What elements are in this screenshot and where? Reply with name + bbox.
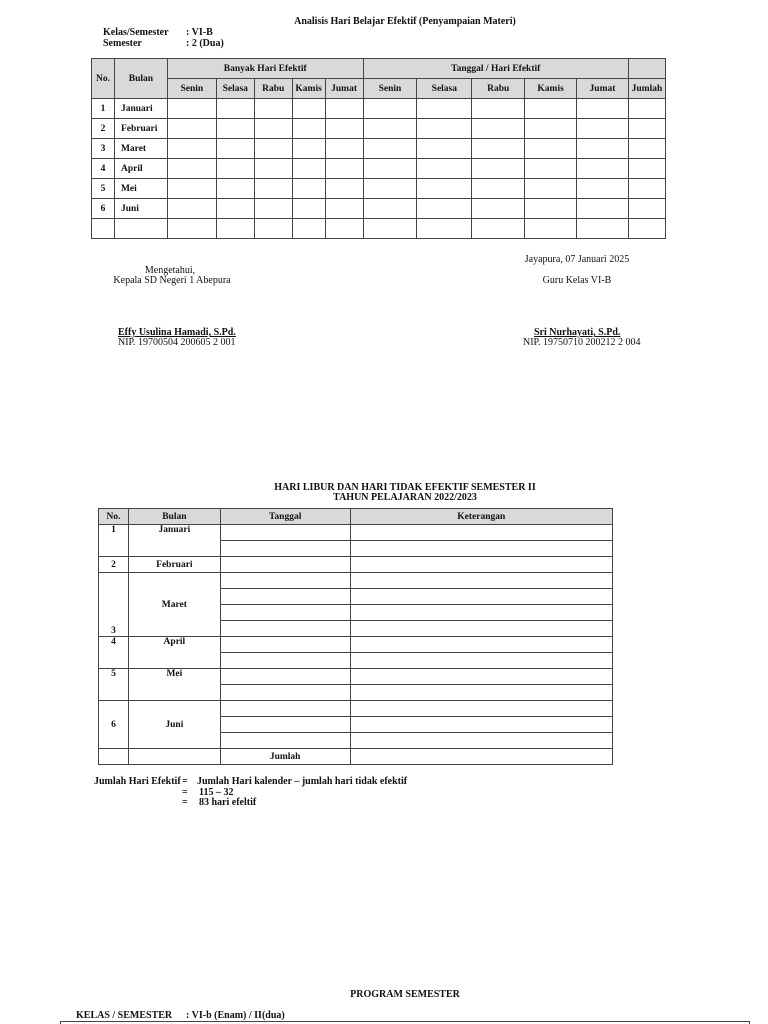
value-cell	[525, 139, 577, 159]
value-cell	[292, 139, 325, 159]
value-cell	[216, 139, 254, 159]
libur-table	[98, 508, 613, 765]
tanggal-cell	[220, 557, 350, 573]
libur-row-bulan: Februari	[128, 557, 220, 573]
day-header: Jumat	[577, 79, 629, 99]
value-cell	[325, 99, 363, 119]
libur-row-no: 2	[99, 557, 129, 573]
value-cell	[216, 159, 254, 179]
jumlah-blank-cell	[99, 749, 129, 765]
blank-header-cell	[628, 59, 665, 79]
analisis-row	[92, 119, 666, 139]
libur-col-tanggal: Tanggal	[220, 509, 350, 525]
keterangan-cell	[350, 573, 612, 589]
value-cell	[577, 139, 629, 159]
value-cell	[628, 199, 665, 219]
tanggal-cell	[220, 541, 350, 557]
libur-col-bulan: Bulan	[128, 509, 220, 525]
analisis-row	[92, 179, 666, 199]
tanggal-cell	[220, 669, 350, 685]
value-cell	[216, 179, 254, 199]
keterangan-cell	[350, 525, 612, 541]
value-cell	[525, 179, 577, 199]
value-cell	[472, 219, 525, 239]
value-cell	[472, 99, 525, 119]
row-no: 1	[92, 99, 115, 119]
value-cell	[577, 219, 629, 239]
value-cell	[525, 219, 577, 239]
row-no: 4	[92, 159, 115, 179]
col-no-header: No.	[92, 59, 115, 99]
libur-row-no: 5	[99, 669, 129, 701]
banyak-hari-efektif-header: Banyak Hari Efektif	[167, 59, 363, 79]
value-cell	[292, 99, 325, 119]
value-cell	[628, 179, 665, 199]
guru-kelas-nip: NIP. 19750710 200212 2 004	[523, 337, 641, 348]
value-cell	[292, 199, 325, 219]
value-cell	[472, 119, 525, 139]
jumlah-value-cell	[350, 749, 612, 765]
value-cell	[325, 179, 363, 199]
value-cell	[167, 179, 216, 199]
value-cell	[292, 119, 325, 139]
value-cell	[577, 199, 629, 219]
tanggal-cell	[220, 525, 350, 541]
value-cell	[216, 219, 254, 239]
day-header: Rabu	[254, 79, 292, 99]
analisis-title: Analisis Hari Belajar Efektif (Penyampaian Materi)	[294, 16, 516, 27]
value-cell	[254, 139, 292, 159]
keterangan-cell	[350, 621, 612, 637]
value-cell	[325, 119, 363, 139]
libur-col-keterangan: Keterangan	[350, 509, 612, 525]
value-cell	[292, 219, 325, 239]
place-date: Jayapura, 07 Januari 2025	[524, 254, 630, 265]
value-cell	[472, 179, 525, 199]
libur-col-no: No.	[99, 509, 129, 525]
value-cell	[254, 159, 292, 179]
row-no: 3	[92, 139, 115, 159]
keterangan-cell	[350, 669, 612, 685]
value-cell	[363, 179, 417, 199]
value-cell	[167, 99, 216, 119]
value-cell	[417, 139, 472, 159]
keterangan-cell	[350, 589, 612, 605]
keterangan-cell	[350, 685, 612, 701]
value-cell	[363, 99, 417, 119]
guru-kelas-title: Guru Kelas VI-B	[542, 275, 612, 286]
analisis-row	[92, 99, 666, 119]
analisis-row	[92, 159, 666, 179]
value-cell	[417, 179, 472, 199]
semester-value: : 2 (Dua)	[186, 38, 224, 49]
row-no: 2	[92, 119, 115, 139]
kelas-semester-label: Kelas/Semester	[103, 27, 169, 38]
value-cell	[577, 179, 629, 199]
value-cell	[628, 159, 665, 179]
day-header: Rabu	[472, 79, 525, 99]
value-cell	[525, 99, 577, 119]
tanggal-cell	[220, 653, 350, 669]
keterangan-cell	[350, 701, 612, 717]
value-cell	[363, 119, 417, 139]
libur-title-line2: TAHUN PELAJARAN 2022/2023	[333, 492, 477, 503]
value-cell	[363, 199, 417, 219]
mengetahui-label: Mengetahui,	[144, 265, 196, 276]
tanggal-cell	[220, 637, 350, 653]
libur-title-line1: HARI LIBUR DAN HARI TIDAK EFEKTIF SEMESTER II	[274, 482, 536, 493]
value-cell	[216, 119, 254, 139]
libur-row-bulan: Juni	[128, 701, 220, 749]
keterangan-cell	[350, 733, 612, 749]
col-bulan-header: Bulan	[114, 59, 167, 99]
value-cell	[167, 159, 216, 179]
tanggal-cell	[220, 605, 350, 621]
keterangan-cell	[350, 605, 612, 621]
value-cell	[577, 159, 629, 179]
formula-label: Jumlah Hari Efektif	[94, 776, 181, 787]
row-bulan: April	[114, 159, 167, 179]
kepala-sekolah-title: Kepala SD Negeri 1 Abepura	[113, 275, 231, 286]
value-cell	[417, 99, 472, 119]
col-jumlah-header: Jumlah	[628, 79, 665, 99]
formula-eq: =	[182, 776, 188, 787]
row-bulan: Mei	[114, 179, 167, 199]
row-bulan: Januari	[114, 99, 167, 119]
formula-eq: =	[182, 797, 188, 808]
formula-eq: =	[182, 787, 188, 798]
row-no	[92, 219, 115, 239]
kepala-sekolah-nip: NIP. 19700504 200605 2 001	[118, 337, 236, 348]
kelas-semester-value: : VI-B	[186, 27, 213, 38]
value-cell	[417, 199, 472, 219]
value-cell	[417, 159, 472, 179]
tanggal-cell	[220, 701, 350, 717]
keterangan-cell	[350, 637, 612, 653]
tanggal-cell	[220, 589, 350, 605]
value-cell	[167, 139, 216, 159]
program-kelas-label: KELAS / SEMESTER	[76, 1010, 173, 1021]
row-bulan: Juni	[114, 199, 167, 219]
value-cell	[417, 219, 472, 239]
libur-row-bulan: April	[128, 637, 220, 669]
analisis-row	[92, 139, 666, 159]
value-cell	[525, 119, 577, 139]
value-cell	[216, 99, 254, 119]
value-cell	[577, 99, 629, 119]
value-cell	[292, 179, 325, 199]
day-header: Senin	[363, 79, 417, 99]
keterangan-cell	[350, 557, 612, 573]
day-header: Kamis	[525, 79, 577, 99]
row-bulan: Maret	[114, 139, 167, 159]
day-header: Senin	[167, 79, 216, 99]
value-cell	[363, 159, 417, 179]
guru-kelas-name: Sri Nurhayati, S.Pd.	[534, 327, 621, 338]
libur-row-no: 1	[99, 525, 129, 557]
row-no: 5	[92, 179, 115, 199]
program-semester-title: PROGRAM SEMESTER	[350, 989, 460, 1000]
value-cell	[254, 179, 292, 199]
libur-row-no: 6	[99, 701, 129, 749]
analisis-row	[92, 219, 666, 239]
tanggal-hari-efektif-header: Tanggal / Hari Efektif	[363, 59, 628, 79]
keterangan-cell	[350, 717, 612, 733]
formula-line1: Jumlah Hari kalender – jumlah hari tidak efektif	[197, 776, 408, 787]
semester-label: Semester	[103, 38, 142, 49]
keterangan-cell	[350, 541, 612, 557]
day-header: Kamis	[292, 79, 325, 99]
tanggal-cell	[220, 573, 350, 589]
value-cell	[472, 139, 525, 159]
value-cell	[292, 159, 325, 179]
value-cell	[167, 119, 216, 139]
day-header: Jumat	[325, 79, 363, 99]
jumlah-label: Jumlah	[220, 749, 350, 765]
jumlah-blank-cell	[128, 749, 220, 765]
row-no: 6	[92, 199, 115, 219]
value-cell	[628, 99, 665, 119]
formula-line3: 83 hari efeltif	[199, 797, 257, 808]
value-cell	[325, 199, 363, 219]
value-cell	[363, 139, 417, 159]
value-cell	[417, 119, 472, 139]
value-cell	[577, 119, 629, 139]
libur-row-bulan: Maret	[128, 573, 220, 637]
value-cell	[325, 219, 363, 239]
value-cell	[472, 159, 525, 179]
value-cell	[628, 219, 665, 239]
libur-row-no: 3	[99, 573, 129, 637]
value-cell	[325, 159, 363, 179]
value-cell	[254, 199, 292, 219]
value-cell	[216, 199, 254, 219]
value-cell	[628, 119, 665, 139]
libur-row-no: 4	[99, 637, 129, 669]
value-cell	[472, 199, 525, 219]
value-cell	[363, 219, 417, 239]
row-bulan: Februari	[114, 119, 167, 139]
value-cell	[254, 219, 292, 239]
row-bulan	[114, 219, 167, 239]
tanggal-cell	[220, 685, 350, 701]
value-cell	[167, 199, 216, 219]
value-cell	[325, 139, 363, 159]
day-header: Selasa	[417, 79, 472, 99]
formula-line2: 115 – 32	[199, 787, 234, 798]
value-cell	[525, 199, 577, 219]
tanggal-cell	[220, 733, 350, 749]
libur-row-bulan: Januari	[128, 525, 220, 557]
value-cell	[525, 159, 577, 179]
value-cell	[254, 99, 292, 119]
kepala-sekolah-name: Effy Usulina Hamadi, S.Pd.	[118, 327, 236, 338]
program-kelas-value: : VI-b (Enam) / II(dua)	[186, 1010, 285, 1021]
value-cell	[628, 139, 665, 159]
value-cell	[254, 119, 292, 139]
analisis-row	[92, 199, 666, 219]
day-header: Selasa	[216, 79, 254, 99]
libur-row-bulan: Mei	[128, 669, 220, 701]
tanggal-cell	[220, 717, 350, 733]
analisis-table	[91, 58, 666, 239]
value-cell	[167, 219, 216, 239]
tanggal-cell	[220, 621, 350, 637]
keterangan-cell	[350, 653, 612, 669]
